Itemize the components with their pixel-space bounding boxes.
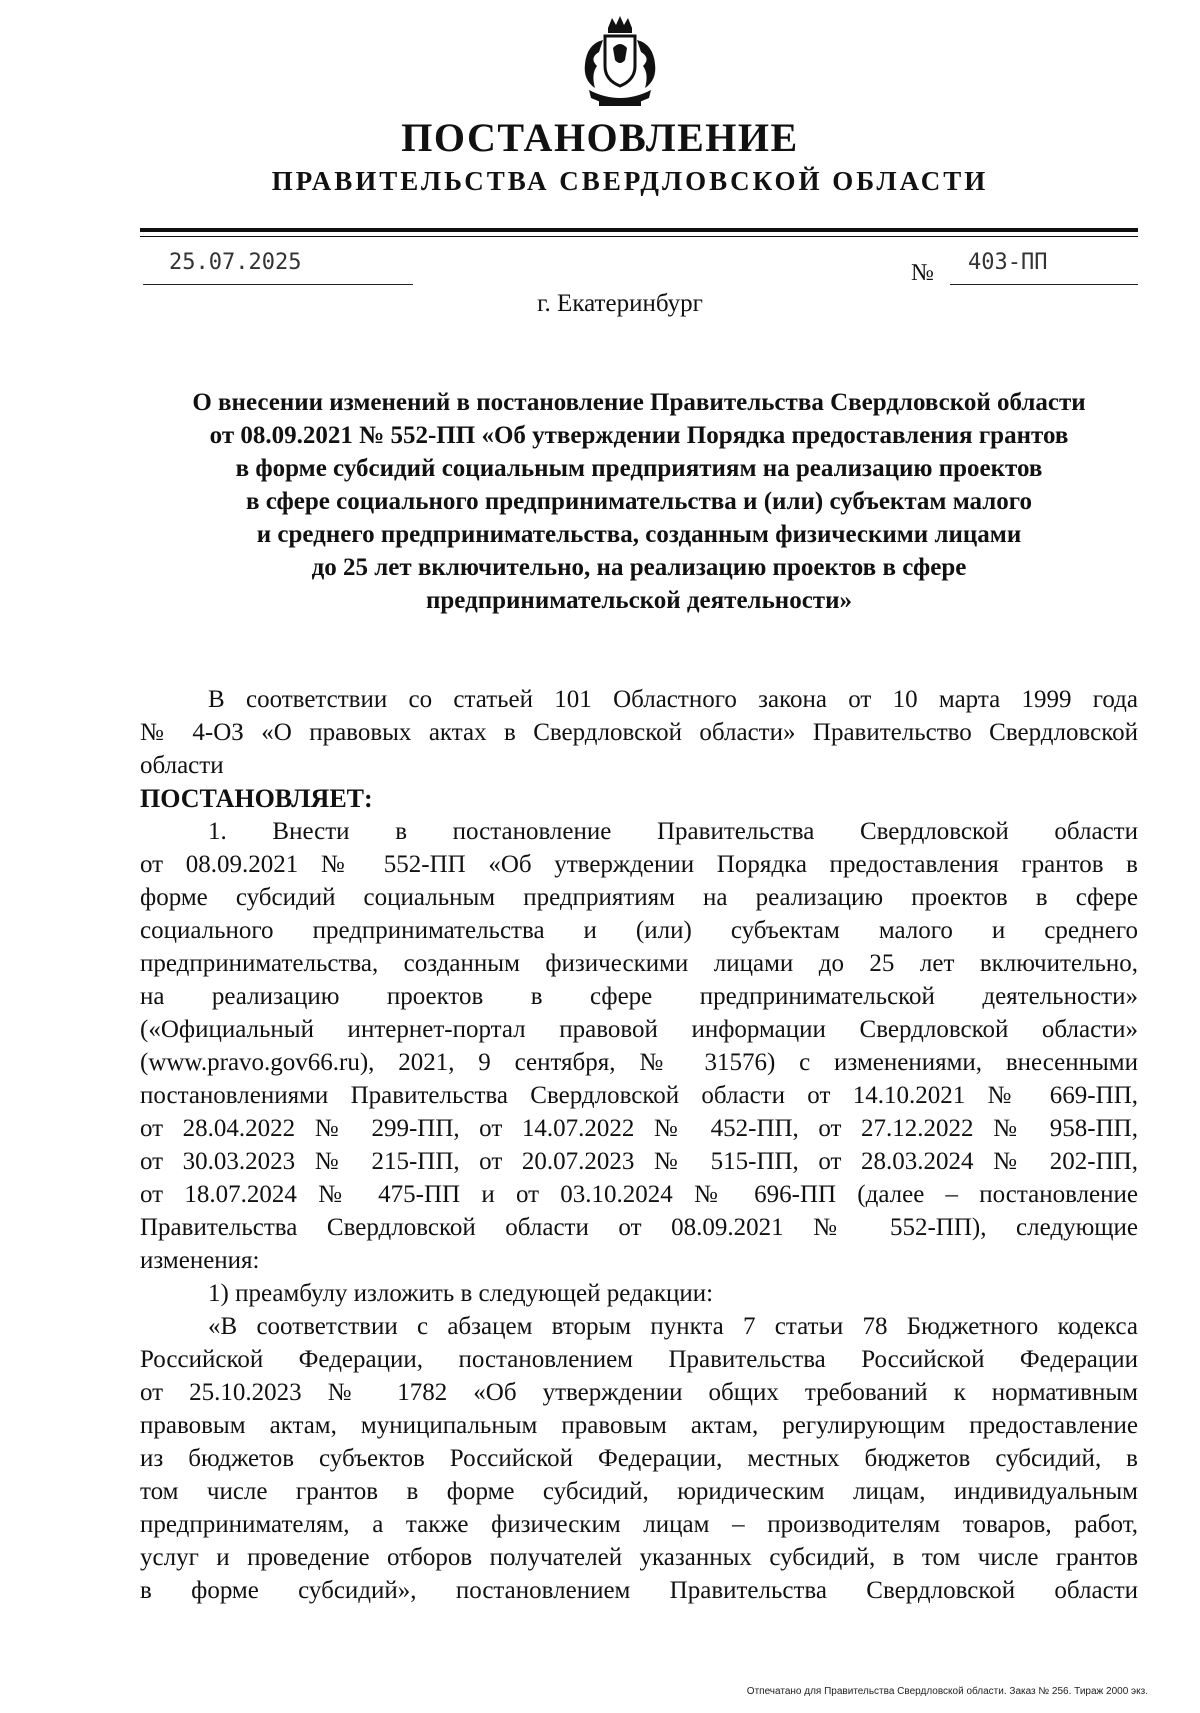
- body-text-line: от 18.07.2024 № 475-ПП и от 03.10.2024 № 696-ПП (далее – постановление: [140, 1181, 1138, 1208]
- body-text-line: постановлениями Правительства Свердловской области от 14.10.2021 № 669-ПП,: [140, 1082, 1138, 1109]
- date-field: [143, 248, 413, 285]
- body-text-line: изменения:: [140, 1247, 260, 1274]
- body-text-line: «В соответствии с абзацем вторым пункта 7 статьи 78 Бюджетного кодекса: [208, 1313, 1138, 1340]
- document-number: 403-ПП: [968, 250, 1048, 275]
- body-text-line: Правительства Свердловской области от 08.09.2021 № 552-ПП), следующие: [140, 1214, 1138, 1241]
- body-text-line: В соответствии со статьей 101 Областного закона от 10 марта 1999 года: [208, 686, 1138, 713]
- body-text-line: 1) преамбулу изложить в следующей редакции:: [208, 1280, 714, 1307]
- body-text-line: в форме субсидий», постановлением Правительства Свердловской области: [140, 1577, 1138, 1604]
- body-text-line: области: [140, 752, 224, 779]
- heading-line: и среднего предпринимательства, созданным физическими лицами: [256, 521, 1022, 548]
- body-text-line: 1. Внести в постановление Правительства Свердловской области: [208, 818, 1138, 845]
- body-text-line: от 25.10.2023 № 1782 «Об утверждении общих требований к нормативным: [140, 1379, 1138, 1406]
- body-text-line: № 4-ОЗ «О правовых актах в Свердловской области» Правительство Свердловской: [140, 719, 1138, 746]
- body-text-line: предпринимательства, созданным физическими лицами до 25 лет включительно,: [140, 950, 1138, 977]
- document-body: [140, 683, 1138, 1607]
- body-text-line: услуг и проведение отборов получателей указанных субсидий, в том числе грантов: [140, 1544, 1138, 1571]
- body-text-line: форме субсидий социальным предприятиям на реализацию проектов в сфере: [140, 884, 1138, 911]
- body-text-line: от 28.04.2022 № 299-ПП, от 14.07.2022 № 452-ПП, от 27.12.2022 № 958-ПП,: [140, 1115, 1138, 1142]
- number-field: [950, 248, 1138, 285]
- number-sign: №: [911, 260, 934, 286]
- coat-of-arms-icon: [575, 14, 665, 114]
- body-text-line: том числе грантов в форме субсидий, юридическим лицам, индивидуальным: [140, 1478, 1138, 1505]
- body-text-line: на реализацию проектов в сфере предпринимательской деятельности»: [140, 983, 1138, 1010]
- body-text-line: Российской Федерации, постановлением Правительства Российской Федерации: [140, 1346, 1138, 1373]
- issuing-authority: ПРАВИТЕЛЬСТВА СВЕРДЛОВСКОЙ ОБЛАСТИ: [271, 166, 989, 196]
- body-text-line: («Официальный интернет-портал правовой информации Свердловской области»: [140, 1016, 1138, 1043]
- body-text-line: предпринимателям, а также физическим лицам – производителям товаров, работ,: [140, 1511, 1138, 1538]
- heading-line: до 25 лет включительно, на реализацию проектов в сфере: [311, 554, 967, 581]
- heading-line: в сфере социального предпринимательства и (или) субъектам малого: [245, 488, 1033, 515]
- print-imprint: Отпечатано для Правительства Свердловской области. Заказ № 256. Тираж 2000 экз.: [746, 1686, 1148, 1697]
- resolution-keyword: ПОСТАНОВЛЯЕТ:: [140, 784, 373, 813]
- header-divider-thick: [140, 228, 1138, 232]
- body-text-line: социального предпринимательства и (или) субъектам малого и среднего: [140, 917, 1138, 944]
- heading-line: в форме субсидий социальным предприятиям на реализацию проектов: [235, 455, 1043, 482]
- heading-line: от 08.09.2021 № 552-ПП «Об утверждении Порядка предоставления грантов: [209, 422, 1069, 449]
- body-text-line: от 30.03.2023 № 215-ПП, от 20.07.2023 № 515-ПП, от 28.03.2024 № 202-ПП,: [140, 1148, 1138, 1175]
- header-divider-thin: [140, 236, 1138, 237]
- document-type-title: ПОСТАНОВЛЕНИЕ: [401, 115, 799, 160]
- heading-line: предпринимательской деятельности»: [426, 587, 852, 614]
- body-text-line: правовым актам, муниципальным правовым актам, регулирующим предоставление: [140, 1412, 1138, 1439]
- document-date: 25.07.2025: [169, 250, 302, 275]
- heading-line: О внесении изменений в постановление Правительства Свердловской области: [192, 389, 1086, 416]
- body-text-line: из бюджетов субъектов Российской Федерации, местных бюджетов субсидий, в: [140, 1445, 1138, 1472]
- body-text-line: (www.pravo.gov66.ru), 2021, 9 сентября, № 31576) с изменениями, внесенными: [140, 1049, 1138, 1076]
- document-heading: [140, 386, 1138, 617]
- body-text-line: от 08.09.2021 № 552-ПП «Об утверждении Порядка предоставления грантов в: [140, 851, 1138, 878]
- issue-city: г. Екатеринбург: [537, 290, 703, 317]
